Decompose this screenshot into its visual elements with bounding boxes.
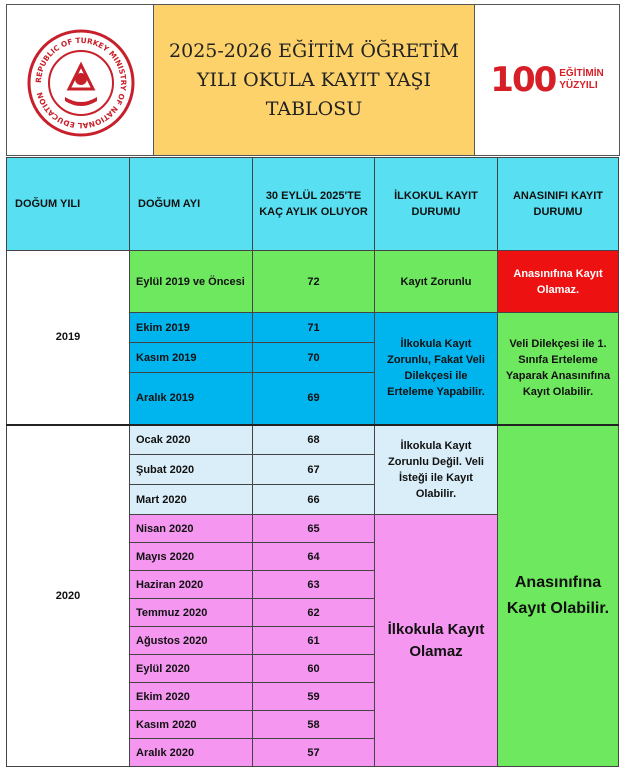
col-header-month: DOĞUM AYI bbox=[130, 158, 253, 251]
month-cell: Eylül 2019 ve Öncesi bbox=[130, 251, 253, 313]
logo-line-1: EĞİTİMİN bbox=[559, 68, 604, 79]
page-title: 2025-2026 EĞİTİM ÖĞRETİM YILI OKULA KAYIT YAŞI TABLOSU bbox=[169, 39, 459, 120]
age-cell: 61 bbox=[253, 627, 375, 655]
century-logo-mark bbox=[490, 60, 603, 100]
kinder-status-allowed: Anasınıfına Kayıt Olabilir. bbox=[498, 425, 619, 767]
month-cell: Temmuz 2020 bbox=[130, 599, 253, 627]
month-cell: Aralık 2019 bbox=[130, 373, 253, 425]
age-cell: 57 bbox=[253, 739, 375, 767]
table-header-row bbox=[7, 158, 619, 251]
month-cell: Ağustos 2020 bbox=[130, 627, 253, 655]
education-century-logo bbox=[474, 4, 620, 156]
kinder-status-deferral: Veli Dilekçesi ile 1. Sınıfa Erteleme Yaparak Anasınıfına Kayıt Olabilir. bbox=[498, 313, 619, 425]
month-cell: Ekim 2019 bbox=[130, 313, 253, 343]
primary-status-mandatory: Kayıt Zorunlu bbox=[375, 251, 498, 313]
age-cell: 67 bbox=[253, 455, 375, 485]
month-cell: Ocak 2020 bbox=[130, 425, 253, 455]
month-cell: Nisan 2020 bbox=[130, 515, 253, 543]
logo-number: 100 bbox=[490, 60, 556, 100]
col-header-age: 30 EYLÜL 2025'TE KAÇ AYLIK OLUYOR bbox=[253, 158, 375, 251]
month-cell: Mayıs 2020 bbox=[130, 543, 253, 571]
year-cell-2020: 2020 bbox=[7, 425, 130, 767]
table-row bbox=[7, 425, 619, 455]
month-cell: Mart 2020 bbox=[130, 485, 253, 515]
age-cell: 63 bbox=[253, 571, 375, 599]
primary-status-optional: İlkokula Kayıt Zorunlu Değil. Veli İsteği ile Kayıt Olabilir. bbox=[375, 425, 498, 515]
month-cell: Aralık 2020 bbox=[130, 739, 253, 767]
age-cell: 68 bbox=[253, 425, 375, 455]
month-cell: Kasım 2020 bbox=[130, 711, 253, 739]
age-cell: 58 bbox=[253, 711, 375, 739]
primary-status-deferrable: İlkokula Kayıt Zorunlu, Fakat Veli Dilekçesi ile Erteleme Yapabilir. bbox=[375, 313, 498, 425]
ministry-logo-box bbox=[6, 4, 154, 156]
table-row bbox=[7, 251, 619, 313]
month-cell: Ekim 2020 bbox=[130, 683, 253, 711]
primary-status-not-allowed: İlkokula Kayıt Olamaz bbox=[375, 515, 498, 767]
year-cell-2019: 2019 bbox=[7, 251, 130, 425]
age-cell: 60 bbox=[253, 655, 375, 683]
enrollment-age-table bbox=[6, 157, 619, 767]
title-box bbox=[153, 4, 475, 156]
age-cell: 66 bbox=[253, 485, 375, 515]
age-cell: 59 bbox=[253, 683, 375, 711]
month-cell: Haziran 2020 bbox=[130, 571, 253, 599]
month-cell: Şubat 2020 bbox=[130, 455, 253, 485]
logo-line-2: YÜZYILI bbox=[559, 80, 598, 91]
age-cell: 65 bbox=[253, 515, 375, 543]
age-cell: 71 bbox=[253, 313, 375, 343]
age-cell: 70 bbox=[253, 343, 375, 373]
month-cell: Kasım 2019 bbox=[130, 343, 253, 373]
col-header-year: DOĞUM YILI bbox=[7, 158, 130, 251]
col-header-kinder: ANASINIFI KAYIT DURUMU bbox=[498, 158, 619, 251]
age-cell: 62 bbox=[253, 599, 375, 627]
age-cell: 64 bbox=[253, 543, 375, 571]
age-cell: 72 bbox=[253, 251, 375, 313]
age-cell: 69 bbox=[253, 373, 375, 425]
seal-text: REPUBLIC OF TURKEY MINISTRY OF NATIONAL EDUCATION bbox=[33, 35, 129, 131]
month-cell: Eylül 2020 bbox=[130, 655, 253, 683]
col-header-primary: İLKOKUL KAYIT DURUMU bbox=[375, 158, 498, 251]
ministry-seal-icon bbox=[25, 27, 137, 139]
kinder-status-not-allowed: Anasınıfına Kayıt Olamaz. bbox=[498, 251, 619, 313]
